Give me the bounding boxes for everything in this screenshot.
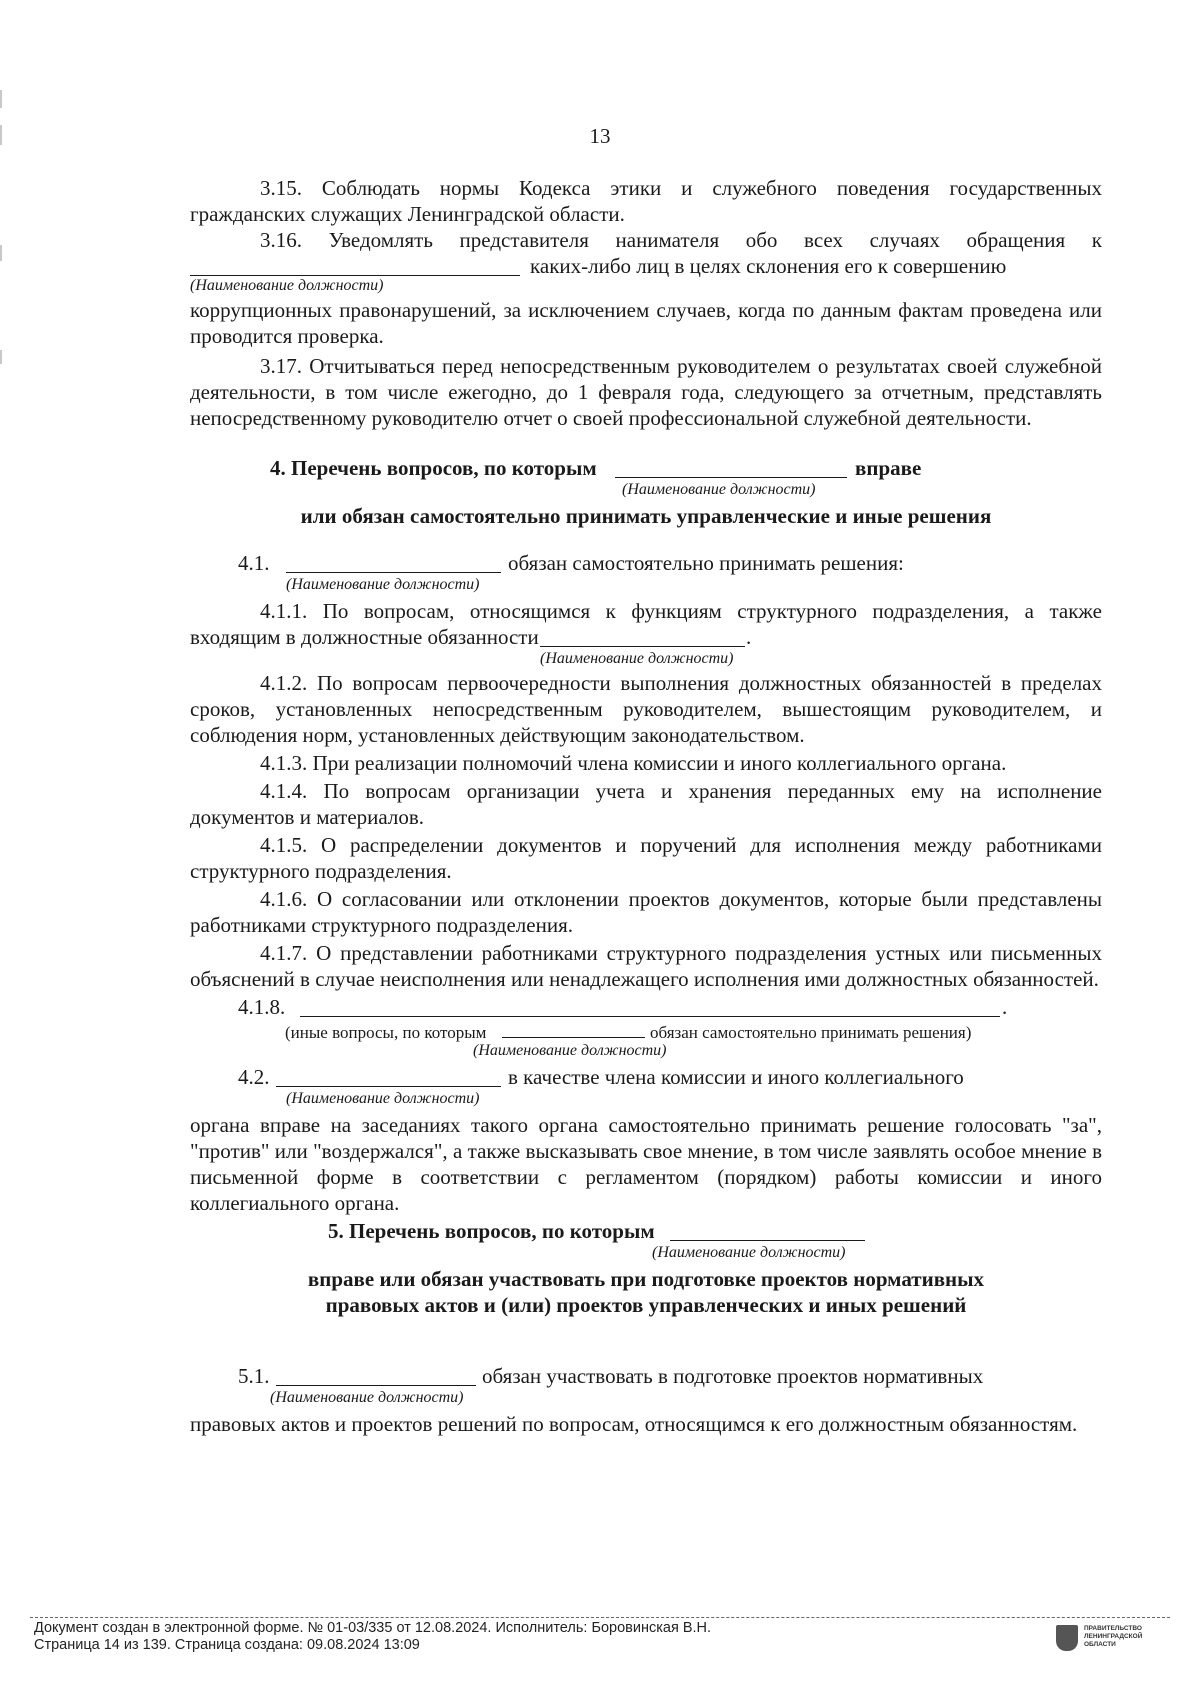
section-5-heading-line1: [190, 1218, 1102, 1244]
position-caption: (Наименование должности): [286, 576, 480, 593]
paragraph-4-1: [190, 550, 1102, 576]
paragraph-4-1-number: 4.1.: [238, 551, 270, 575]
paragraph-5-1-rest: правовых актов и проектов решений по вопросам, относящимся к его должностным обязанностям.: [190, 1412, 1078, 1436]
paragraph-5-1-number: 5.1.: [238, 1364, 270, 1388]
paragraph-4-2-number: 4.2.: [238, 1065, 270, 1089]
section-4-heading-post: вправе: [855, 456, 922, 480]
footer-document-info: Документ создан в электронной форме. № 01-03/335 от 12.08.2024. Исполнитель: Боровинская В.Н.: [34, 1620, 712, 1636]
position-blank: [502, 1021, 645, 1038]
section-4-heading-line2: или обязан самостоятельно принимать управленческие и иные решения: [300, 504, 992, 528]
logo-text-line3: ОБЛАСТИ: [1084, 1641, 1116, 1648]
paragraph-4-1-3: 4.1.3. При реализации полномочий члена комиссии и иного коллегиального органа.: [260, 751, 1007, 775]
position-blank: [615, 457, 847, 478]
paragraph-3-16-blank-line: [190, 253, 1102, 279]
position-blank: [276, 1066, 501, 1087]
paragraph-4-2-rest: органа вправе на заседаниях такого органа самостоятельно принимать решение голосовать "за", "против" или "воздержался", а также высказывать свое мнение, в том числе заявлять особое мнение в письменной форме в соответствии с регламентом (порядком) работы комиссии и иного коллегиального органа.: [190, 1113, 1102, 1215]
section-5-body: [190, 1363, 1102, 1437]
position-caption: (Наименование должности): [286, 1090, 480, 1107]
section-4-heading: [190, 455, 1102, 529]
section-4-heading-line1: [190, 455, 1102, 481]
position-blank: [276, 1365, 476, 1386]
paragraph-4-2-after-blank: в качестве члена комиссии и иного коллегиального: [508, 1065, 964, 1089]
government-emblem-icon: [1056, 1625, 1078, 1651]
section-3-block: [190, 175, 1102, 431]
logo-text-line2: ЛЕНИНГРАДСКОЙ: [1084, 1633, 1143, 1640]
government-logo: [1056, 1625, 1142, 1651]
paragraph-3-16-after-blank: каких-либо лиц в целях склонения его к совершению: [530, 254, 1007, 278]
other-questions-blank: [300, 996, 1000, 1017]
section-5-heading: [190, 1218, 1102, 1318]
scan-margin-mark: [0, 90, 2, 108]
page-number: 13: [589, 124, 611, 148]
position-caption: (Наименование должности): [652, 1244, 846, 1261]
scan-margin-mark: [0, 245, 2, 261]
position-caption: (Наименование должности): [270, 1389, 464, 1406]
scan-margin-mark: [0, 350, 2, 364]
position-caption: (Наименование должности): [622, 481, 816, 498]
paragraph-5-1: [190, 1363, 1102, 1389]
paragraph-4-1-8-caption: [190, 1020, 1102, 1042]
position-caption: (Наименование должности): [540, 650, 734, 667]
paragraph-4-1-8-number: 4.1.8.: [238, 995, 286, 1019]
section-4-body: [190, 550, 1102, 1216]
paragraph-4-1-5: 4.1.5. О распределении документов и поручений для исполнения между работниками структурного подразделения.: [190, 833, 1102, 883]
footer-page-info: Страница 14 из 139. Страница создана: 09.08.2024 13:09: [34, 1637, 420, 1653]
position-blank: [670, 1220, 865, 1241]
footer-divider: [30, 1617, 1170, 1618]
paragraph-4-2: [190, 1064, 1102, 1090]
position-caption: (Наименование должности): [473, 1042, 667, 1059]
paragraph-3-15: 3.15. Соблюдать нормы Кодекса этики и служебного поведения государственных гражданских служащих Ленинградской области.: [190, 176, 1102, 226]
paragraph-4-1-4: 4.1.4. По вопросам организации учета и хранения переданных ему на исполнение документов и материалов.: [190, 779, 1102, 829]
position-blank: [540, 626, 745, 647]
other-questions-caption-post: обязан самостоятельно принимать решения): [650, 1023, 972, 1042]
paragraph-4-1-6: 4.1.6. О согласовании или отклонении проектов документов, которые были представлены работниками структурного подразделения.: [190, 887, 1102, 937]
paragraph-3-17: 3.17. Отчитываться перед непосредственным руководителем о результатах своей служебной деятельности, в том числе ежегодно, до 1 февраля года, следующего за отчетным, представлять непосредственному руководителю отчет о своей профессиональной служебной деятельности.: [190, 354, 1102, 430]
section-5-heading-line3: правовых актов и (или) проектов управленческих и иных решений: [325, 1293, 967, 1317]
paragraph-5-1-after-blank: обязан участвовать в подготовке проектов нормативных: [482, 1364, 984, 1388]
position-blank: [190, 255, 520, 276]
section-5-heading-pre: 5. Перечень вопросов, по которым: [328, 1219, 655, 1243]
position-blank: [286, 552, 501, 573]
paragraph-4-1-7: 4.1.7. О представлении работниками структурного подразделения устных или письменных объяснений в случае неисполнения или ненадлежащего исполнения ими должностных обязанностей.: [190, 941, 1102, 991]
section-4-heading-pre: 4. Перечень вопросов, по которым: [270, 456, 597, 480]
logo-text-line1: ПРАВИТЕЛЬСТВО: [1084, 1625, 1142, 1632]
section-5-heading-line2: вправе или обязан участвовать при подготовке проектов нормативных: [307, 1267, 985, 1291]
position-caption: (Наименование должности): [190, 277, 384, 294]
paragraph-4-1-1-line2: входящим в должностные обязанности .: [190, 625, 752, 649]
paragraph-3-16-rest: коррупционных правонарушений, за исключением случаев, когда по данным фактам проведена или проводится проверка.: [190, 298, 1102, 348]
paragraph-4-1-text: обязан самостоятельно принимать решения:: [508, 551, 904, 575]
paragraph-4-1-1-line1: 4.1.1. По вопросам, относящимся к функциям структурного подразделения, а также: [260, 599, 1102, 623]
other-questions-caption-pre: (иные вопросы, по которым: [285, 1023, 487, 1042]
paragraph-4-1-2: 4.1.2. По вопросам первоочередности выполнения должностных обязанностей в пределах сроков, установленных непосредственным руководителем, вышестоящим руководителем, и соблюдения норм, установленных действующим законодательством.: [190, 671, 1102, 747]
government-logo-text: [1084, 1625, 1142, 1649]
paragraph-3-16-line1: 3.16. Уведомлять представителя нанимателя обо всех случаях обращения к: [260, 228, 1102, 252]
paragraph-4-1-1-text: входящим в должностные обязанности: [190, 625, 539, 649]
document-footer: [34, 1620, 711, 1654]
paragraph-4-1-8: 4.1.8. .: [238, 995, 1008, 1019]
